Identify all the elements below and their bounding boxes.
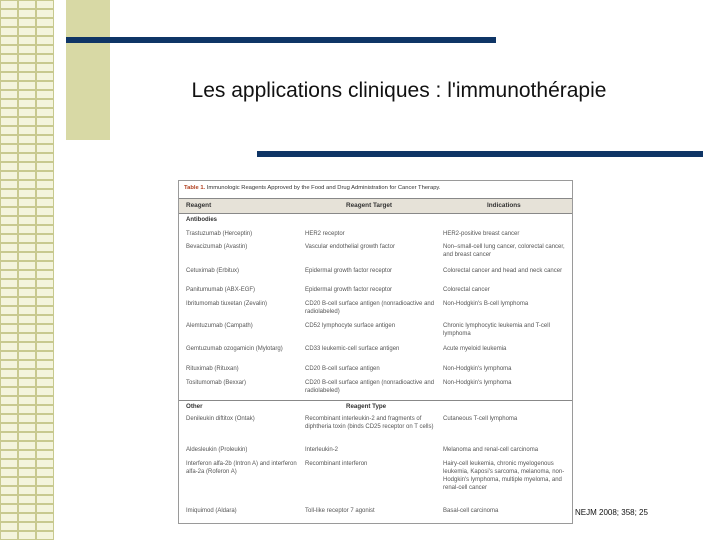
grid-cell	[36, 315, 54, 324]
grid-cell	[18, 153, 36, 162]
grid-cell	[36, 486, 54, 495]
drug-table-image	[178, 180, 573, 524]
grid-cell	[18, 522, 36, 531]
grid-cell	[36, 504, 54, 513]
cell-target: Vascular endothelial growth factor	[305, 244, 395, 250]
grid-cell	[36, 405, 54, 414]
grid-cell	[36, 441, 54, 450]
header-reagent: Reagent	[186, 202, 212, 209]
cell-indication: Non-Hodgkin's lymphoma	[443, 366, 512, 372]
cell-target: Toll-like receptor 7 agonist	[305, 508, 375, 514]
grid-cell	[36, 45, 54, 54]
grid-cell	[18, 297, 36, 306]
grid-cell	[18, 396, 36, 405]
grid-cell	[0, 333, 18, 342]
grid-cell	[0, 36, 18, 45]
grid-cell	[36, 36, 54, 45]
grid-cell	[0, 468, 18, 477]
grid-cell	[36, 531, 54, 540]
grid-cell	[0, 360, 18, 369]
grid-cell	[18, 306, 36, 315]
cell-indication: Acute myeloid leukemia	[443, 346, 507, 352]
grid-cell	[36, 108, 54, 117]
grid-cell	[0, 144, 18, 153]
grid-cell	[18, 288, 36, 297]
grid-cell	[36, 234, 54, 243]
grid-cell	[18, 477, 36, 486]
grid-cell	[18, 261, 36, 270]
grid-cell	[0, 378, 18, 387]
grid-cell	[36, 477, 54, 486]
grid-cell	[36, 450, 54, 459]
grid-cell	[0, 189, 18, 198]
grid-cell	[18, 225, 36, 234]
grid-cell	[0, 450, 18, 459]
grid-cell	[36, 126, 54, 135]
grid-cell	[36, 324, 54, 333]
grid-cell	[0, 252, 18, 261]
grid-cell	[36, 270, 54, 279]
grid-cell	[18, 513, 36, 522]
grid-cell	[18, 135, 36, 144]
grid-cell	[18, 252, 36, 261]
decorative-top-bar	[66, 37, 496, 43]
grid-cell	[36, 297, 54, 306]
header-indications: Indications	[487, 202, 521, 209]
cell-reagent: Gemtuzumab ozogamicin (Mylotarg)	[186, 346, 283, 352]
table-caption-number: Table 1.	[184, 185, 206, 191]
grid-cell	[0, 162, 18, 171]
grid-cell	[0, 135, 18, 144]
grid-cell	[18, 126, 36, 135]
grid-cell	[36, 468, 54, 477]
grid-cell	[0, 531, 18, 540]
table-subheader	[179, 400, 572, 412]
grid-cell	[36, 351, 54, 360]
grid-cell	[18, 414, 36, 423]
grid-cell	[18, 144, 36, 153]
grid-cell	[36, 189, 54, 198]
grid-cell	[18, 207, 36, 216]
grid-cell	[36, 207, 54, 216]
grid-cell	[18, 270, 36, 279]
cell-target: CD20 B-cell surface antigen	[305, 366, 380, 372]
decorative-olive-block	[66, 0, 110, 140]
grid-cell	[36, 252, 54, 261]
cell-reagent: Panitumumab (ABX-EGF)	[186, 287, 256, 293]
table-caption-text: Immunologic Reagents Approved by the Food and Drug Administration for Cancer Therapy.	[206, 185, 441, 191]
grid-cell	[18, 171, 36, 180]
grid-cell	[36, 360, 54, 369]
grid-cell	[36, 369, 54, 378]
header-target: Reagent Target	[346, 202, 393, 209]
grid-cell	[36, 216, 54, 225]
grid-cell	[36, 225, 54, 234]
grid-cell	[18, 387, 36, 396]
grid-cell	[0, 27, 18, 36]
grid-cell	[36, 198, 54, 207]
cell-reagent: Imiquimod (Aldara)	[186, 508, 237, 514]
grid-cell	[36, 495, 54, 504]
grid-cell	[0, 414, 18, 423]
table-caption	[184, 185, 441, 191]
grid-cell	[36, 171, 54, 180]
grid-cell	[36, 459, 54, 468]
grid-cell	[18, 180, 36, 189]
grid-cell	[18, 0, 36, 9]
cell-reagent: Aldesleukin (Proleukin)	[186, 447, 248, 453]
grid-cell	[0, 45, 18, 54]
grid-cell	[0, 243, 18, 252]
section-other: Other	[186, 403, 203, 410]
grid-cell	[0, 198, 18, 207]
grid-cell	[36, 378, 54, 387]
grid-cell	[0, 216, 18, 225]
grid-cell	[0, 0, 18, 9]
grid-cell	[0, 63, 18, 72]
cell-reagent: Bevacizumab (Avastin)	[186, 244, 248, 250]
cell-indication: Hairy-cell leukemia, chronic myelogenous leukemia, Kaposi's sarcoma, melanoma, non-Hodgkin's lymphoma, multiple myeloma, and renal-cell cancer	[443, 461, 565, 491]
cell-reagent: Cetuximab (Erbitux)	[186, 268, 240, 274]
cell-reagent: Tositumomab (Bexxar)	[186, 380, 247, 386]
grid-cell	[0, 324, 18, 333]
cell-target: Epidermal growth factor receptor	[305, 287, 393, 293]
cell-reagent: Alemtuzumab (Campath)	[186, 323, 253, 329]
grid-cell	[0, 153, 18, 162]
grid-cell	[0, 495, 18, 504]
cell-target: Epidermal growth factor receptor	[305, 268, 393, 274]
grid-cell	[0, 405, 18, 414]
table-header	[179, 198, 572, 214]
grid-cell	[18, 333, 36, 342]
grid-cell	[36, 423, 54, 432]
grid-cell	[0, 171, 18, 180]
grid-cell	[0, 423, 18, 432]
grid-cell	[18, 45, 36, 54]
grid-cell	[36, 396, 54, 405]
grid-cell	[36, 243, 54, 252]
grid-cell	[0, 9, 18, 18]
grid-cell	[18, 423, 36, 432]
grid-cell	[18, 351, 36, 360]
citation: NEJM 2008; 358; 25	[575, 508, 648, 517]
grid-cell	[18, 405, 36, 414]
grid-cell	[0, 54, 18, 63]
grid-cell	[18, 450, 36, 459]
grid-cell	[18, 369, 36, 378]
grid-cell	[0, 207, 18, 216]
cell-indication: Colorectal cancer	[443, 287, 490, 293]
grid-cell	[0, 270, 18, 279]
grid-cell	[0, 108, 18, 117]
grid-cell	[0, 261, 18, 270]
grid-cell	[36, 522, 54, 531]
grid-cell	[0, 234, 18, 243]
grid-cell	[36, 153, 54, 162]
grid-cell	[36, 27, 54, 36]
cell-target: CD33 leukemic-cell surface antigen	[305, 346, 400, 352]
grid-cell	[0, 459, 18, 468]
grid-cell	[36, 306, 54, 315]
cell-indication: HER2-positive breast cancer	[443, 231, 520, 237]
header-reagent-type: Reagent Type	[346, 403, 387, 410]
grid-cell	[36, 333, 54, 342]
grid-cell	[36, 180, 54, 189]
cell-indication: Melanoma and renal-cell carcinoma	[443, 447, 539, 453]
grid-cell	[18, 432, 36, 441]
grid-cell	[18, 108, 36, 117]
grid-cell	[0, 441, 18, 450]
grid-cell	[18, 495, 36, 504]
grid-cell	[36, 288, 54, 297]
grid-cell	[0, 306, 18, 315]
cell-indication: Chronic lymphocytic leukemia and T-cell lymphoma	[443, 323, 550, 337]
cell-reagent: Rituximab (Rituxan)	[186, 366, 239, 372]
grid-cell	[36, 342, 54, 351]
slide-title: Les applications cliniques : l'immunothérapie	[191, 79, 607, 102]
grid-cell	[0, 351, 18, 360]
grid-cell	[0, 486, 18, 495]
grid-cell	[18, 342, 36, 351]
grid-cell	[18, 459, 36, 468]
grid-cell	[18, 117, 36, 126]
section-antibodies: Antibodies	[186, 217, 217, 223]
cell-indication: Non–small-cell lung cancer, colorectal cancer, and breast cancer	[443, 244, 565, 258]
decorative-middle-bar	[257, 151, 703, 157]
grid-cell	[36, 144, 54, 153]
grid-cell	[36, 117, 54, 126]
grid-cell	[18, 504, 36, 513]
grid-cell	[0, 117, 18, 126]
cell-reagent: Trastuzumab (Herceptin)	[186, 231, 253, 237]
grid-cell	[0, 432, 18, 441]
grid-cell	[0, 297, 18, 306]
cell-indication: Basal-cell carcinoma	[443, 508, 499, 514]
grid-cell	[0, 315, 18, 324]
grid-cell	[0, 369, 18, 378]
cell-target: CD20 B-cell surface antigen (nonradioactive and radiolabeled)	[305, 301, 435, 315]
grid-cell	[36, 387, 54, 396]
grid-cell	[36, 0, 54, 9]
grid-cell	[18, 531, 36, 540]
grid-cell	[36, 18, 54, 27]
grid-cell	[36, 513, 54, 522]
cell-reagent: Interferon alfa-2b (Intron A) and interferon alfa-2a (Roferon A)	[186, 461, 297, 475]
grid-cell	[0, 504, 18, 513]
grid-cell	[0, 387, 18, 396]
grid-cell	[0, 477, 18, 486]
grid-cell	[36, 54, 54, 63]
grid-cell	[0, 513, 18, 522]
cell-indication: Non-Hodgkin's B-cell lymphoma	[443, 301, 529, 307]
grid-cell	[36, 432, 54, 441]
cell-target: CD52 lymphocyte surface antigen	[305, 323, 396, 329]
cell-target: Recombinant interleukin-2 and fragments of diphtheria toxin (binds CD25 receptor on T cells)	[305, 416, 434, 430]
grid-cell	[18, 162, 36, 171]
cell-reagent: Ibritumomab tiuxetan (Zevalin)	[186, 301, 268, 307]
grid-cell	[0, 126, 18, 135]
grid-cell	[18, 486, 36, 495]
grid-cell	[36, 414, 54, 423]
cell-indication: Non-Hodgkin's lymphoma	[443, 380, 512, 386]
cell-reagent: Denileukin diftitox (Ontak)	[186, 416, 255, 422]
grid-cell	[36, 9, 54, 18]
cell-target: HER2 receptor	[305, 231, 345, 237]
grid-cell	[36, 162, 54, 171]
grid-cell	[18, 234, 36, 243]
cell-target: Recombinant interferon	[305, 461, 368, 467]
grid-cell	[0, 342, 18, 351]
grid-cell	[0, 180, 18, 189]
grid-cell	[18, 36, 36, 45]
grid-cell	[18, 189, 36, 198]
grid-cell	[0, 396, 18, 405]
grid-cell	[18, 324, 36, 333]
cell-target: Interleukin-2	[305, 447, 339, 453]
grid-cell	[18, 441, 36, 450]
grid-cell	[18, 9, 36, 18]
grid-cell	[0, 18, 18, 27]
grid-cell	[36, 63, 54, 72]
cell-target: CD20 B-cell surface antigen (nonradioactive and radiolabeled)	[305, 380, 435, 394]
grid-cell	[18, 27, 36, 36]
grid-cell	[18, 216, 36, 225]
grid-cell	[36, 261, 54, 270]
grid-cell	[18, 243, 36, 252]
grid-cell	[18, 315, 36, 324]
grid-cell	[0, 225, 18, 234]
grid-cell	[0, 288, 18, 297]
grid-cell	[0, 522, 18, 531]
grid-cell	[18, 468, 36, 477]
grid-cell	[18, 18, 36, 27]
grid-cell	[36, 135, 54, 144]
grid-cell	[0, 279, 18, 288]
grid-cell	[18, 198, 36, 207]
grid-cell	[18, 279, 36, 288]
grid-cell	[18, 378, 36, 387]
grid-cell	[18, 360, 36, 369]
grid-cell	[18, 54, 36, 63]
cell-indication: Colorectal cancer and head and neck cancer	[443, 268, 563, 274]
grid-cell	[36, 279, 54, 288]
cell-indication: Cutaneous T-cell lymphoma	[443, 416, 518, 422]
grid-cell	[18, 63, 36, 72]
